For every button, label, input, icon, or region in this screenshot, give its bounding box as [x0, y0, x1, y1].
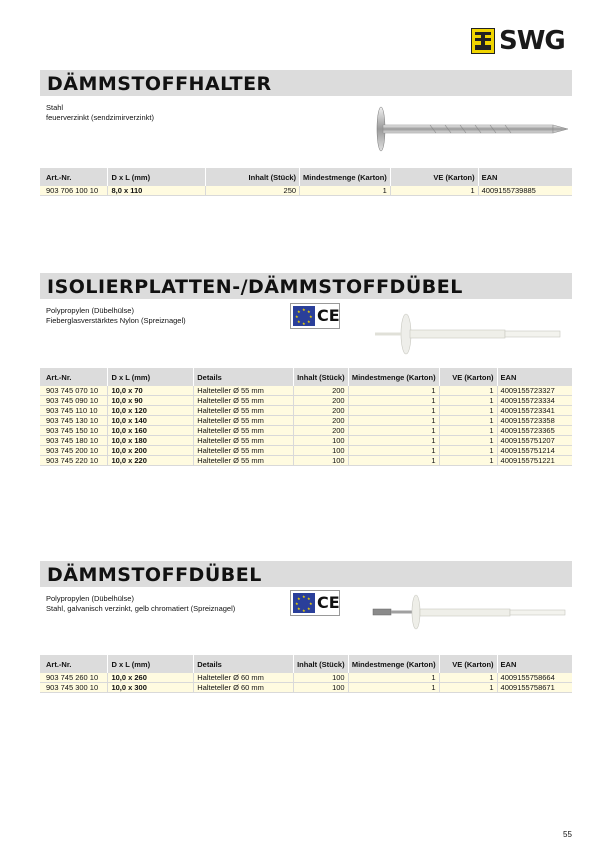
table-row [40, 396, 572, 406]
table-row [40, 446, 572, 456]
col-ve: VE (Karton) [390, 168, 478, 186]
table-cell: 1 [348, 426, 439, 436]
col-content: Inhalt (Stück) [206, 168, 300, 186]
table-cell: 200 [294, 426, 349, 436]
table-cell: 200 [294, 396, 349, 406]
table-cell: 10,0 x 90 [108, 396, 194, 406]
table-cell: 903 745 150 10 [40, 426, 108, 436]
col-ean: EAN [478, 168, 572, 186]
table-cell: 10,0 x 160 [108, 426, 194, 436]
table-cell: Halteteller Ø 55 mm [194, 406, 294, 416]
table-row: 903 706 100 10 8,0 x 110 250 1 1 4009155739885 [40, 186, 572, 196]
section-daemmstoffhalter [40, 70, 572, 215]
table-cell: 903 745 180 10 [40, 436, 108, 446]
table-cell: 4009155723341 [497, 406, 572, 416]
col-dimensions: D x L (mm) [108, 168, 206, 186]
table-cell: 1 [348, 416, 439, 426]
table-cell: 1 [348, 683, 439, 693]
table-cell: 10,0 x 200 [108, 446, 194, 456]
logo-emblem-icon [471, 28, 495, 54]
col-min-qty: Mindestmenge (Karton) [348, 655, 439, 673]
table-row [40, 386, 572, 396]
col-ean: EAN [497, 368, 572, 386]
section-title-band [40, 70, 572, 96]
table-cell: 4009155723358 [497, 416, 572, 426]
table-cell: 4009155723327 [497, 386, 572, 396]
section-description: Polypropylen (Dübelhülse) Fieberglasverstärktes Nylon (Spreiznagel) [46, 306, 186, 325]
table-cell: 1 [439, 456, 497, 466]
table-row [40, 426, 572, 436]
col-ve: VE (Karton) [439, 368, 497, 386]
table-cell: 903 745 300 10 [40, 683, 108, 693]
table-cell: 903 745 260 10 [40, 673, 108, 683]
table-cell: 4009155723334 [497, 396, 572, 406]
product-table [40, 368, 572, 466]
table-cell: 1 [348, 456, 439, 466]
section-title-band [40, 561, 572, 587]
table-cell: 1 [348, 436, 439, 446]
table-cell: 4009155723365 [497, 426, 572, 436]
col-art-nr: Art.-Nr. [46, 372, 72, 382]
table-cell: 4009155751214 [497, 446, 572, 456]
table-cell: 10,0 x 300 [108, 683, 194, 693]
col-dimensions: D x L (mm) [108, 368, 194, 386]
col-art-nr: Art.-Nr. [46, 659, 72, 669]
table-cell: 1 [439, 416, 497, 426]
table-row [40, 673, 572, 683]
table-cell: 1 [439, 426, 497, 436]
ce-mark: CE [317, 306, 340, 325]
table-header-row [40, 168, 572, 186]
table-cell: 903 745 110 10 [40, 406, 108, 416]
table-cell: 100 [294, 456, 349, 466]
table-cell: 1 [348, 386, 439, 396]
table-cell: Halteteller Ø 55 mm [194, 446, 294, 456]
col-content: Inhalt (Stück) [294, 368, 349, 386]
steel-nail-dowel-image [370, 591, 570, 641]
table-cell: Halteteller Ø 55 mm [194, 456, 294, 466]
table-row [40, 436, 572, 446]
table-cell: 1 [439, 436, 497, 446]
table-cell: 100 [294, 683, 349, 693]
product-table [40, 168, 572, 196]
table-cell: 1 [348, 406, 439, 416]
product-table [40, 655, 572, 693]
insulation-dowel-image [370, 308, 570, 358]
table-cell: 903 745 130 10 [40, 416, 108, 426]
section-title: DÄMMSTOFFDÜBEL [47, 564, 262, 586]
table-cell: 4009155758671 [497, 683, 572, 693]
col-min-qty: Mindestmenge (Karton) [348, 368, 439, 386]
table-row [40, 456, 572, 466]
table-cell: 903 745 090 10 [40, 396, 108, 406]
eu-flag-icon: ★ ★ ★ ★ ★ ★ ★ ★ [293, 306, 315, 326]
table-cell: 1 [439, 396, 497, 406]
section-title-band [40, 273, 572, 299]
section-daemmstoffduebel [40, 561, 572, 721]
table-cell: 4009155758664 [497, 673, 572, 683]
table-cell: 1 [348, 446, 439, 456]
table-row [40, 683, 572, 693]
table-cell: 200 [294, 406, 349, 416]
table-cell: 10,0 x 120 [108, 406, 194, 416]
ce-eu-badge [290, 590, 340, 616]
table-cell: 1 [348, 673, 439, 683]
table-cell: 10,0 x 180 [108, 436, 194, 446]
table-cell: Halteteller Ø 60 mm [194, 673, 294, 683]
table-cell: 4009155751221 [497, 456, 572, 466]
col-art-nr: Art.-Nr. [46, 172, 72, 182]
ce-eu-badge [290, 303, 340, 329]
col-details: Details [194, 368, 294, 386]
table-cell: Halteteller Ø 55 mm [194, 436, 294, 446]
col-min-qty: Mindestmenge (Karton) [300, 168, 391, 186]
table-header-row [40, 368, 572, 386]
table-cell: 1 [439, 446, 497, 456]
table-cell: 100 [294, 446, 349, 456]
table-cell: 100 [294, 436, 349, 446]
table-cell: 10,0 x 260 [108, 673, 194, 683]
table-cell: Halteteller Ø 55 mm [194, 426, 294, 436]
section-description: Polypropylen (Dübelhülse) Stahl, galvanisch verzinkt, gelb chromatiert (Spreiznagel) [46, 594, 236, 613]
swg-logo [471, 28, 571, 54]
section-isolierplatten-duebel [40, 273, 572, 493]
table-cell: 1 [439, 683, 497, 693]
table-cell: 1 [439, 386, 497, 396]
table-cell: 903 745 070 10 [40, 386, 108, 396]
table-cell: 903 745 220 10 [40, 456, 108, 466]
table-row [40, 406, 572, 416]
table-cell: 200 [294, 386, 349, 396]
table-cell: 10,0 x 70 [108, 386, 194, 396]
table-cell: 100 [294, 673, 349, 683]
table-cell: Halteteller Ø 55 mm [194, 386, 294, 396]
table-cell: 200 [294, 416, 349, 426]
table-cell: Halteteller Ø 55 mm [194, 396, 294, 406]
eu-flag-icon: ★ ★ ★ ★ ★ ★ ★ ★ [293, 593, 315, 613]
col-ean: EAN [497, 655, 572, 673]
table-cell: 10,0 x 220 [108, 456, 194, 466]
page-number: 55 [563, 830, 572, 839]
table-cell: 10,0 x 140 [108, 416, 194, 426]
table-cell: 4009155751207 [497, 436, 572, 446]
col-ve: VE (Karton) [439, 655, 497, 673]
table-header-row [40, 655, 572, 673]
table-row [40, 416, 572, 426]
table-cell: 1 [439, 673, 497, 683]
insulation-holder-image [370, 104, 570, 154]
table-cell: Halteteller Ø 55 mm [194, 416, 294, 426]
section-description: Stahl feuerverzinkt (sendzimirverzinkt) [46, 103, 154, 122]
section-title: DÄMMSTOFFHALTER [47, 73, 272, 95]
ce-mark: CE [317, 593, 340, 612]
col-dimensions: D x L (mm) [108, 655, 194, 673]
logo-text: SWG [499, 26, 565, 56]
table-cell: 1 [439, 406, 497, 416]
table-cell: 903 745 200 10 [40, 446, 108, 456]
table-cell: 1 [348, 396, 439, 406]
section-title: ISOLIERPLATTEN-/DÄMMSTOFFDÜBEL [47, 276, 463, 298]
col-details: Details [194, 655, 294, 673]
col-content: Inhalt (Stück) [294, 655, 349, 673]
table-cell: Halteteller Ø 60 mm [194, 683, 294, 693]
